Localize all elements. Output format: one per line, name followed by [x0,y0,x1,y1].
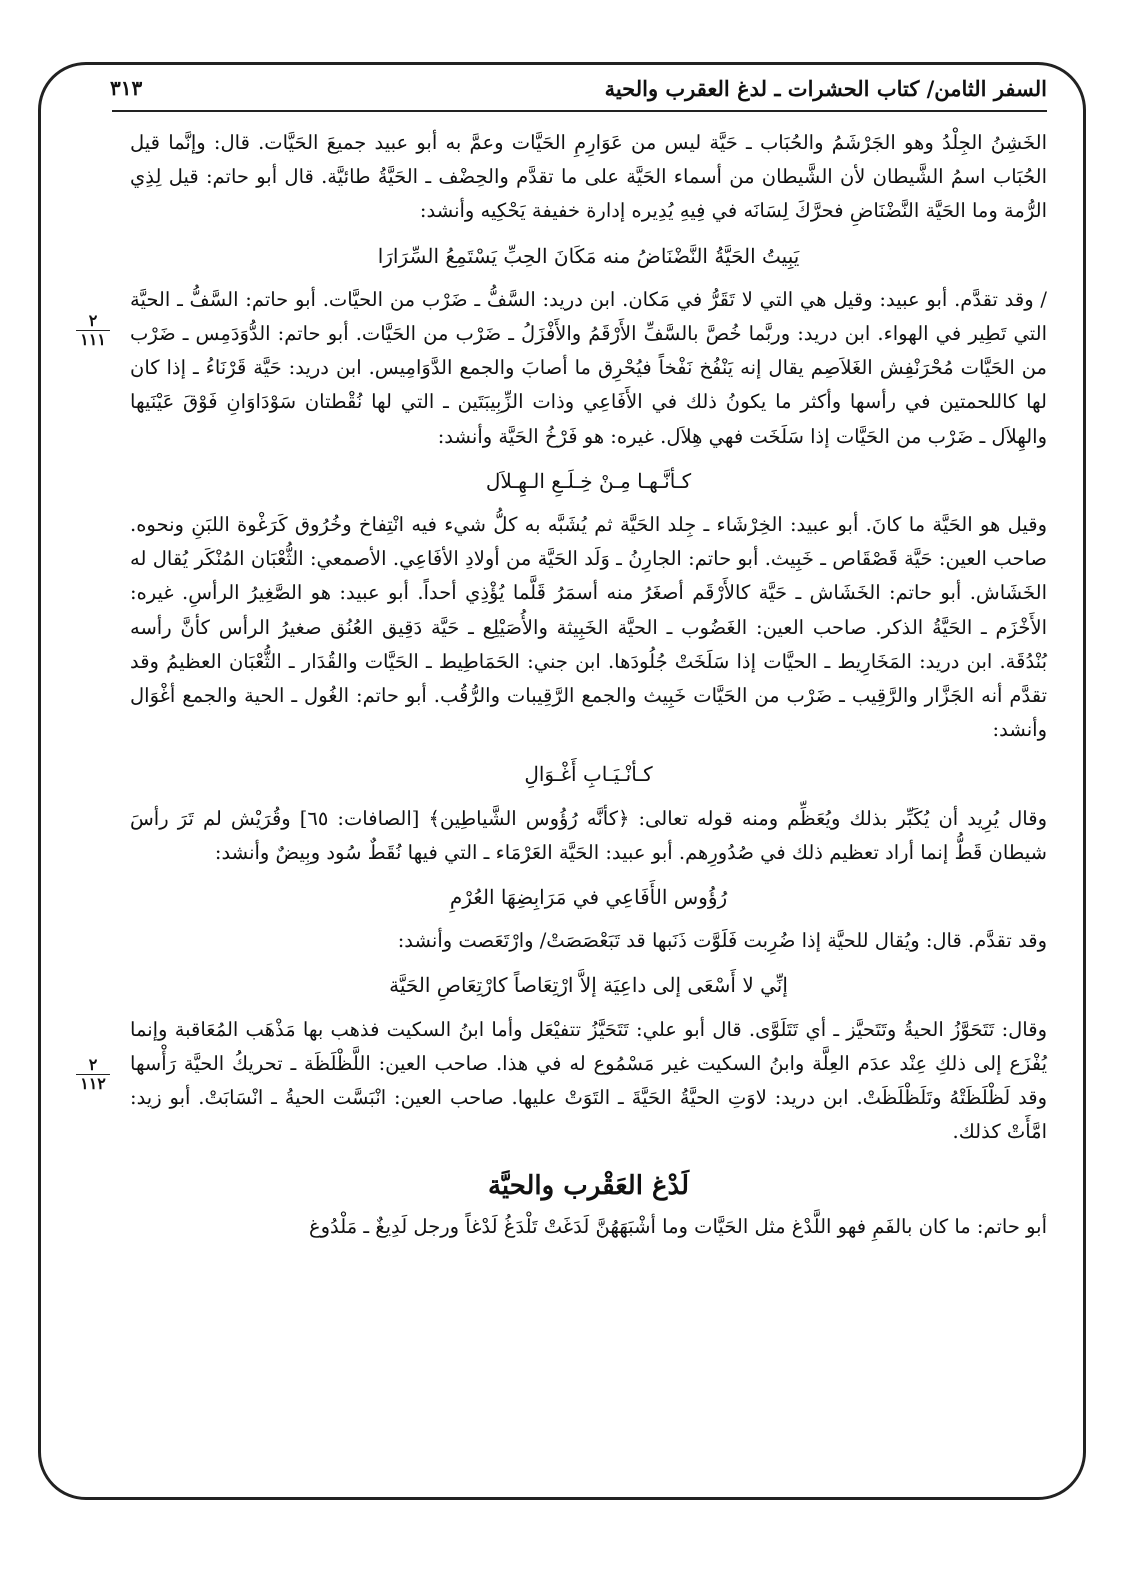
paragraph: وقيل هو الحَيَّة ما كانَ. أبو عبيد: الخِرْشَاء ـ جِلد الحَيَّة ثم يُشَبَّه به كلُّ شيء فيه انْتِفاخ وخُرُوق كَرَغْوة اللبَنِ ونحوه. صاحب العين: حَيَّة قَصْقَاص ـ خَبِيث. أبو حاتم: الجارِنُ ـ وَلَد الحَيَّة من أولادِ الأفَاعِي. الأصمعي: الثُّعْبَان المُنْكَر يُقال له الخَشَاش. أبو حاتم: الخَشَاش ـ حَيَّة كالأَرْقَم أصغَرُ منه أسمَرُ قَلَّما يُؤْذِي أحداً. أبو عبيد: هو الصَّغِيرُ الرأسِ. غيره: الأَخْزَم ـ الحَيَّةُ الذكر. صاحب العين: الغَضُوب ـ الحيَّة الخَبِيثة والأُصَيْلِع ـ حَيَّة دَقِيق العُنُق صغيرُ الرأس كأنَّ رأسه بُنْدُقَة. ابن دريد: المَخَارِيط ـ الحيَّات إذا سَلَخَتْ جُلُودَها. ابن جني: الحَمَاطِيط ـ الحَيَّات والقُدَار ـ الثُّعْبَان العظيمُ وقد تقدَّم أنه الجَزَّار والرَّقِيب ـ ضَرْب من الحَيَّات خَبِيث والجمع الرَّقِيبات والرُّقُب. أبو حاتم: الغُول ـ الحية والجمع أغْوَال وأنشد: [130,513,1047,742]
margin-reference-1 [76,312,110,348]
margin-reference-page: ١١١ [80,330,106,349]
page-number: ٣١٣ [110,76,143,100]
section-heading: لَدْغ العَقْرب والحيَّة [487,1171,690,1202]
margin-reference-page: ١١٢ [80,1074,106,1093]
header-rule [112,110,1047,112]
verse: رُؤُوس الأَفَاعِي في مَرَابِضِهَا العُرْمِ [449,885,728,910]
margin-reference-volume: ٢ [76,312,110,331]
verse: كـأنَّـهـا مِـنْ خِـلَـعِ الـهِـلاَل [485,468,692,493]
verse: يَبِيتُ الحَيَّةُ النَّضْنَاضُ منه مَكَانَ الحِبِّ يَسْتَمِعُ السِّرَارَا [377,243,800,268]
page-header [110,68,1047,108]
paragraph: وقال يُرِيد أن يُكَبِّر بذلك ويُعَظِّم ومنه قوله تعالى: ﴿كأنَّه رُؤُوس الشَّياطِين﴾ [الصافات: ٦٥] وقُرَيْش لم تَرَ رأسَ شيطان قَطُّ إنما أراد تعظيم ذلك في صُدُورِهم. أبو عبيد: الحَيَّة العَرْمَاء ـ التي فيها نُقَطٌ سُود وبِيضٌ وأنشد: [130,806,1047,864]
page-body [130,126,1047,1244]
margin-reference-volume: ٢ [76,1056,110,1075]
paragraph: الخَشِنُ الجِلْدُ وهو الجَرْشَمُ والحُبَاب ـ حَيَّة ليس من عَوَارِمِ الحَيَّات وعمَّ به أبو عبيد جميعَ الحَيَّات. قال: وإنَّما قيل الحُبَاب اسمُ الشَّيطان لأن الشَّيطان من أسماء الحَيَّة على ما تقدَّم والحِضْف ـ الحَيَّةُ طائيَّة. قال أبو حاتم: قيل لِذِي الرُّمة وما الحَيَّة النَّضْنَاضِ فحرَّكَ لِسَانَه في فِيهِ يُدِيره إدارة خفيفة يَحْكِيه وأنشد: [130,131,1047,223]
margin-reference-2 [76,1056,110,1092]
paragraph: / وقد تقدَّم. أبو عبيد: وقيل هي التي لا تَقَرُّ في مَكان. ابن دريد: السَّفُّ ـ ضَرْب من الحيَّات. أبو حاتم: السَّفُّ ـ الحيَّة التي تَطِير في الهواء. ابن دريد: وربَّما خُصَّ بالسَّفِّ الأَرْقَمُ والأَفْزَلُ ـ ضَرْب من الحَيَّات. أبو حاتم: الدُّوَدَمِس ـ ضَرْب من الحَيَّات مُحْرَنْفِش الغَلاَصِم يقال إنه يَنْفُخ نَفْخاً فيُحْرِق ما أصابَ والجمع الدَّوَامِيس. ابن دريد: حَيَّة قَرْنَاءُ ـ إذا كان لها كاللحمتين في رأسها وأكثر ما يكونُ ذلك في الأَفَاعِي وذات الزِّبِيبَتَين ـ التي لها نُقْطتان سَوْدَاوَانِ فَوْقَ عَيْنَيها والهِلاَل ـ ضَرْب من الحَيَّات إذا سَلَخَت فهي هِلاَل. غيره: هو فَرْخُ الحَيَّة وأنشد: [130,287,1047,448]
verse: كـأنْـيَـابِ أَغْـوَالِ [524,762,653,787]
paragraph: أبو حاتم: ما كان بالفَمِ فهو اللَّدْغ مثل الحَيَّات وما أشْبَهَهُنَّ لَدَغَتْ تَلْدَغُ لَدْغاً ورجل لَدِيغٌ ـ مَلْدُوغ [308,1214,1047,1238]
verse: إنِّي لا أَسْعَى إلى داعِيَة إلاَّ ارْتِعَاصاً كارْتِعَاصِ الحَيَّة [389,973,788,998]
paragraph: وقال: تَتَحَوَّزُ الحيةُ وتَتَحيَّز ـ أي تَتَلَوَّى. قال أبو علي: تَتَحَيَّزُ تتفيْعَل وأما ابنُ السكيت فذهب بها مَذْهَب المُعَاقبة وإنما يُفْزَع إلى ذلكِ عِنْد عدَم العِلَّة وابنُ السكيت غير مَسْمُوع له في هذا. صاحب العين: اللَّظْلَظَة ـ تحريكُ الحيَّة رَأْسها وقد لَظْلَظَتْهُ وتَلَظْلَظَتْ. ابن دريد: لاوَتِ الحيَّةُ الحَيَّةَ ـ التَوَتْ عليها. صاحب العين: انْبَسَّت الحيةُ ـ انْسَابَتْ. أبو زيد: امَّأَتْ كذلك. [130,1017,1047,1144]
paragraph: وقد تقدَّم. قال: ويُقال للحيَّة إذا ضُرِبت فَلَوَّت ذَنَبها قد تَبَعْصَصَتْ/ وارْتَعَصت وأنشد: [397,929,1047,953]
running-title: السفر الثامن/ كتاب الحشرات ـ لدغ العقرب والحية [604,75,1047,101]
